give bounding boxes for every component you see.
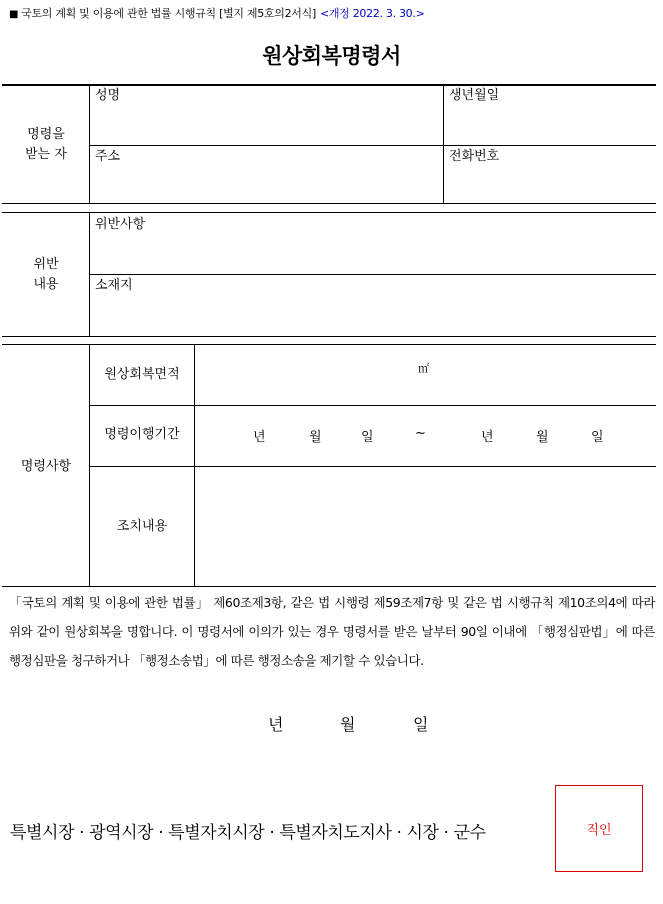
official-seal-box <box>555 785 643 872</box>
order-section-label: 명령사항 <box>20 459 72 474</box>
period-day-start: 일 <box>361 430 374 445</box>
issuing-authority: 특별시장 · 광역시장 · 특별자치시장 · 특별자치도지사 · 시장 · 군수 <box>10 823 486 843</box>
period-month-end: 월 <box>536 430 549 445</box>
column-divider <box>443 85 444 203</box>
birthdate-label: 생년월일 <box>449 88 500 103</box>
period-tilde: ~ <box>415 426 426 441</box>
row-divider <box>89 466 656 467</box>
period-label: 명령이행기간 <box>104 427 180 442</box>
document-title: 원상회복명령서 <box>262 44 401 68</box>
address-label: 주소 <box>95 149 121 164</box>
phone-label: 전화번호 <box>449 149 500 164</box>
date-day: 일 <box>413 715 429 734</box>
period-month-start: 월 <box>309 430 322 445</box>
revision-note: <개정 2022. 3. 30.> <box>319 7 425 20</box>
name-label: 성명 <box>95 88 121 103</box>
measures-label: 조치내용 <box>116 519 168 534</box>
row-divider <box>89 405 656 406</box>
date-year: 년 <box>268 715 284 734</box>
location-label: 소재지 <box>95 278 133 293</box>
violation-section-label: 위반 내용 <box>33 257 59 292</box>
order-statement: 「국토의 계획 및 이용에 관한 법률」 제60조제3항, 같은 법 시행령 제59조제7항 및 같은 법 시행규칙 제10조의4에 따라 위와 같이 원상회복을 명합니다. 이 명령서에 이의가 있는 경우 명령서를 받은 날부터 90일 이내에 「행정심판법」에 따른 행정심판을 청구하거나 「행정소송법」에 따른 행정소송을 제기할 수 있습니다. <box>9 595 655 668</box>
row-divider <box>89 145 656 146</box>
period-year-end: 년 <box>481 430 494 445</box>
row-divider <box>89 274 656 275</box>
section-divider <box>2 344 656 345</box>
area-unit: ㎡ <box>418 362 429 375</box>
seal-label: 직인 <box>586 823 612 838</box>
violation-item-label: 위반사항 <box>95 217 146 232</box>
section-divider <box>2 212 656 213</box>
section-divider <box>2 203 656 204</box>
recipient-section-label: 명령을 받는 자 <box>25 127 67 162</box>
period-day-end: 일 <box>591 430 604 445</box>
section-divider <box>2 336 656 337</box>
column-divider <box>89 85 90 203</box>
square-bullet-icon: ■ <box>9 9 19 20</box>
law-reference: 국토의 계획 및 이용에 관한 법률 시행규칙 [별지 제5호의2서식] <box>21 7 316 20</box>
form-header <box>9 5 425 21</box>
period-year-start: 년 <box>253 430 266 445</box>
area-label: 원상회복면적 <box>104 367 180 382</box>
date-month: 월 <box>340 715 356 734</box>
section-divider <box>2 586 656 587</box>
